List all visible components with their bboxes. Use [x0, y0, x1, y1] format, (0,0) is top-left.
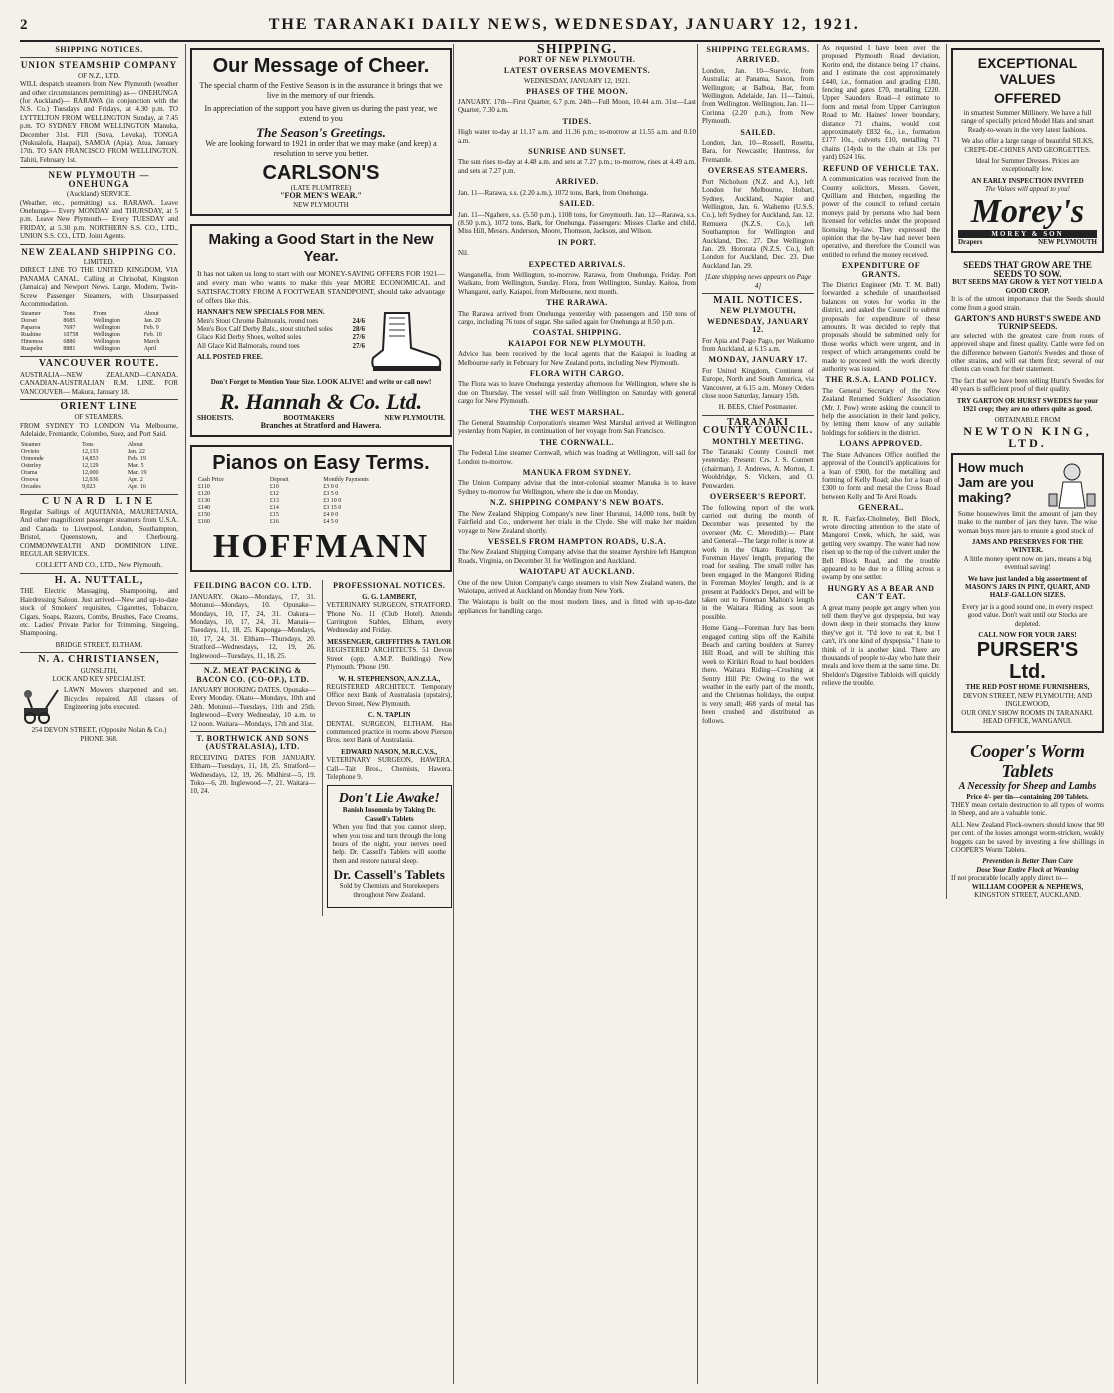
table-row: Hinemoa 6886 Wellington March [21, 339, 160, 346]
late-news-note: [Late shipping news appears on Page 4] [705, 273, 811, 290]
loans-body: The State Advances Office notified the approval of the Council's applications for a loan of £900, for the metalling and forming of Kelly Road; also for a loan of £300 to form and metal the Cross Road between Kelly and Te Arei Roads. [822, 450, 940, 501]
jam-sizes: Every jar is a good sound one, in every respect good value. Don't wait until our Stocks are depleted. [961, 602, 1093, 628]
coopers-price: Price 4/- per tin—containing 200 Tablets. [966, 792, 1089, 801]
refund-title: REFUND OF VEHICLE TAX. [822, 163, 940, 173]
table-row: Osterley 12,129 Mar. 5 [21, 462, 144, 469]
west-marshal-body: The General Steamship Corporation's steamer West Marshal arrived at Wellington yesterday from Napier, in continuation of her voyage from San Francisco. [458, 419, 696, 436]
waiotapu-title: WAIOTAPU AT AUCKLAND. [519, 567, 635, 577]
expenditure-body: The District Engineer (Mr. T. M. Ball) forwarded a schedule of unauthorised balances on votes for works in the district, and asked the Council to submit proposals for expenditure of these amounts. It was decided to reply that proposals should be submitted only for those works which were urgent, and in respect of which arrangements could be made to proceed with the work directly authority was issued. [822, 280, 940, 374]
expenditure-title: EXPENDITURE OF GRANTS. [841, 261, 921, 279]
fielding-title: FEILDING BACON CO. LTD. [193, 581, 312, 591]
vancouver-route-body: AUSTRALIA—NEW ZEALAND—CANADA. CANADIAN-AUSTRALIAN R.M. LINE. FOR VANCOUVER— Makura, January 18. [20, 370, 178, 396]
table-row: Ormonde 14,853 Feb. 19 [21, 455, 146, 462]
taplin-name: C. N. TAPLIN [367, 711, 411, 720]
kaiapoi-title: KAIAPOI FOR NEW PLYMOUTH. [508, 338, 646, 348]
overseas-title: OVERSEAS STEAMERS. [707, 166, 809, 176]
general-body: R. R. Fairfax-Cholmeley, Bell Block, wrote directing attention to the state of Mangorei Creek, which, he said, was getting very swampy. The water had now risen up to the top of the culvert under the Bell Block Road, and the trouble appeared to be due to a filling across a swamp by one settler. [822, 514, 940, 582]
nz-shipping-table [20, 311, 178, 353]
sailed-body: Jan. 11—Ngahere, s.s. (5.50 p.m.), 1108 tons, for Greymouth. Jan. 12—Rarawa, s.s. (8.50 p.m.), 1072 tons, Bark, for Onehunga. Passengers: Misses Clarke and child, Miss Hill, Messrs. Anderson, Moore, Thomson, Jackson, and Wilson. [458, 210, 696, 236]
union-steamship-title: UNION STEAMSHIP COMPANY [20, 60, 178, 71]
union-steamship-sub: OF N.Z., LTD. [78, 71, 120, 80]
column-shipping-news [453, 44, 700, 1384]
moreys-drapers: Drapers [958, 238, 983, 247]
hungry-body: A great many people get angry when you tell them they've got dyspepsia, but way down deep in their stomachs they know they've got it. "I'd love to eat it, but I can't, it's one kind of dyspepsia." I hate to think of it is another kind. There are thousands of people to-day who hate their meals and love them at the same time. Dr. Sheldon's Digestive Tabloids will quickly relieve the trouble. [822, 603, 940, 688]
pursers-advert [951, 453, 1104, 733]
list-item: All Glace Kid Balmorals, round toes 27/6 [197, 341, 365, 350]
coopers-brand: Cooper's Worm Tablets [970, 740, 1085, 781]
nz-shipping-title: NEW ZEALAND SHIPPING CO. [21, 246, 177, 257]
exceptional-title: EXCEPTIONAL VALUES [977, 55, 1078, 87]
cornwall-title: THE CORNWALL. [539, 437, 615, 447]
tides-title: TIDES. [562, 116, 592, 126]
messenger-body: REGISTERED ARCHITECTS. 51 Devon Street (opp. A.M.P. Buildings) New Plymouth. 'Phone 190. [326, 646, 452, 672]
page-number: 2 [20, 16, 29, 33]
nuttall-body: THE Electric Massaging, Shampooing, and Hairdressing Saloon. Just arrived—New and up-to-date stock of Smokers' requisites, Cigarettes, Tobacco, Cigars, Soaps, Razors, Combs, Brushes, Face Creams, etc. Ladies' Private Parlor for Trimming, Singeing, Shampooing. [20, 587, 178, 638]
waiotapu-body: One of the new Union Company's cargo steamers to visit New Zealand waters, the Waiotapu, arrived at Auckland on Monday from New York. [458, 578, 696, 595]
newspaper-title: THE TARANAKI DAILY NEWS, WEDNESDAY, JANUARY 12, 1921. [268, 16, 860, 33]
pursers-brand: PURSER'S Ltd. [976, 639, 1079, 684]
orient-line-body: FROM SYDNEY TO LONDON Via Melbourne, Adelaide, Fremantle, Colombo, Suez, and Port Said. [20, 421, 178, 439]
jam-saving: A little money spent now on jars, means a big eventual saving! [963, 554, 1092, 572]
exceptional-body: in smartest Summer Millinery. We have a full range of specially priced Model Hats and smart Ready-to-wears in the very latest fashions. [961, 109, 1094, 134]
cunard-line-title: CUNARD LINE [41, 495, 157, 507]
nuttall-address: BRIDGE STREET, ELTHAM. [55, 640, 143, 649]
kaiapoi-body: Advice has been received by the local agents that the Kaiapoi is loading at Melbourne early in February for New Zealand ports, including New Plymouth. [458, 350, 696, 367]
coopers-dose: Dose Your Entire Flock at Weaning [976, 865, 1079, 874]
nuttall-title: H. A. NUTTALL, [54, 574, 144, 586]
table-row: Orama 12,000 Mar. 19 [21, 469, 147, 476]
mail-np: NEW PLYMOUTH, [720, 306, 796, 316]
hannah-postage: ALL POSTED FREE. [197, 353, 263, 362]
jam-mason: We have just landed a big assortment of MASON'S JARS IN PINT, QUART, AND HALF-GALLON SIZES. [965, 574, 1090, 600]
tel-sailed-title: SAILED. [740, 127, 776, 137]
column-advertisements [185, 44, 456, 1384]
hungry-title: HUNGRY AS A BEAR AND CAN'T EAT. [827, 583, 935, 602]
coastal-title: COASTAL SHIPPING. [532, 328, 622, 338]
coopers-sub: A Necessity for Sheep and Lambs [958, 780, 1097, 792]
masthead [20, 10, 1100, 42]
jam-title: How much Jam are you making? [958, 459, 1034, 505]
pursers-address: DEVON STREET, NEW PLYMOUTH; AND INGLEWOOD, [962, 691, 1093, 709]
jam-call: CALL NOW FOR YOUR JARS! [978, 631, 1077, 640]
seeds-vendor: NEWTON KING, LTD. [963, 423, 1092, 450]
moon-body: JANUARY. 17th—First Quarter, 6.7 p.m. 24th—Full Moon, 10.44 a.m. 31st—Last Quarter, 7.30 a.m. [458, 98, 696, 115]
seeds-body: It is of the utmost importance that the Seeds should come from a good strain. [951, 295, 1104, 312]
column-council-adverts [817, 44, 1108, 1384]
newspaper-page [20, 44, 1104, 1384]
shipping-notices-heading: SHIPPING NOTICES. [55, 45, 143, 54]
hoffmann-brand: HOFFMANN [212, 528, 430, 566]
telegrams-title: SHIPPING TELEGRAMS. [706, 45, 810, 54]
manuka-body: The Union Company advise that the inter-colonial steamer Manuka is to leave Sydney to-morrow for Wellington, where she is due on Monday. [458, 479, 696, 496]
table-row: Steamer Tons From About [21, 311, 159, 318]
carlsons-town: NEW PLYMOUTH [293, 200, 349, 209]
seeds-body-3: The fact that we have been selling Hurst's Swedes for 40 years is sufficient proof of their quality. [951, 376, 1104, 394]
pursers-shops: OUR ONLY SHOW ROOMS IN TARANAKI. [961, 708, 1094, 717]
coopers-vendor: WILLIAM COOPER & NEPHEWS, [971, 882, 1084, 891]
hannah-mention: Don't Forget to Mention Your Size. LOOK ALIVE! and write or call now! [210, 378, 432, 387]
mail-signature: H. BEES, Chief Postmaster. [718, 403, 798, 412]
tel-arrived-body: London, Jan. 10—Suevic, from Australia; at Panama, Saxon, from Wellington; at Balboa, Bar, from Wellington. Adelaide, Jan. 11—Tainui, from Wellington. Wellington, Jan. 11—Corinna (2.20 p.m.), from New Plymouth. [702, 66, 814, 126]
mail-date: WEDNESDAY, JANUARY 12. [707, 316, 809, 335]
orient-line-title: ORIENT LINE [60, 401, 138, 412]
table-row: £150 £15 £4 0 0 [198, 512, 339, 519]
overseer-body: The following report of the work carried out during the month of December was presented by the overseer (Mr. C. Meredith):— Plant and General—The large roller is now at work in the Okato Riding. The Foreman Hayes' length, preparing the road for sealing. The small roller has been engaged in the Mangorei Riding in Foreman Moyles' length, and is at present at Paddock's Depot, and will be taken out to Foreman Malton's length in the Waitara Riding as soon as possible. [702, 503, 814, 621]
rsa-title: THE R.S.A. LAND POLICY. [825, 375, 937, 385]
sun-title: SUNRISE AND SUNSET. [528, 147, 626, 157]
carlsons-advert [190, 48, 452, 216]
jam-preserves: JAMS AND PRESERVES FOR THE WINTER. [971, 538, 1084, 555]
exceptional-body-3: Ideal for Summer Dresses. Prices are exceptionally low. [975, 157, 1080, 174]
borthwick-body: RECEIVING DATES FOR JANUARY. Eltham—Tuesdays, 11, 18, 25. Stratford—Wednesdays, 12, 19, 26. Midhirst—5, 19. Toko—6, 20. Inglewood—7, 21. Waitara—10, 24. [190, 753, 316, 796]
port-title: PORT OF NEW PLYMOUTH. [518, 55, 636, 65]
cassell-advert [327, 785, 453, 908]
table-row: £160 £16 £4 5 0 [198, 519, 339, 526]
exceptional-sub: OFFERED [994, 90, 1061, 106]
seeds-try: TRY GARTON OR HURST SWEDES for your 1921 crop; they are no others quite as good. [956, 396, 1099, 413]
nzs-title: N.Z. SHIPPING COMPANY'S NEW BOATS. [489, 498, 665, 508]
np-onehunga-body: (Weather, etc., permitting) s.s. RARAWA. Leave Onehunga— Every MONDAY and THURSDAY, at 5 p.m. Leave New Plymouth— Every TUESDAY and FRIDAY, at 5.30 p.m. NORTHERN S.S. CO., LTD., UNION S.S. CO., LTD. Joint Agents. [20, 198, 178, 241]
expected-title: EXPECTED ARRIVALS. [528, 259, 626, 269]
seeds-brand: GARTON'S AND HURST'S SWEDE AND TURNIP SEEDS. [954, 313, 1101, 332]
carlsons-name: CARLSON'S [262, 162, 380, 184]
arrived-body: Jan. 11—Rarawa, s.s. (2.20 a.m.), 1072 tons, Bark, from Onehunga. [458, 188, 649, 197]
table-row: Ruahine 10758 Wellington Feb. 10 [21, 332, 162, 339]
deviation-estimate: As requested I have been over the proposed Plymouth Road deviation, Korito end, the distance being 17 chains, and I estimate the cost approximately £440, i.e., formation and grading £180, fencing and gates £70, metalling £220. Upper Saunders Road—I estimate to form and metal from Upper Carrington Road to Mr. Haines' lower boundary, distance 71 chains, would cost approximately £832 6s., i.e., formation £177 10s., culverts £10, metalling 71 chains (14yds to the chain at 13s per yard) £624 16s. [822, 44, 940, 162]
christiansen-address: 254 DEVON STREET, (Opposite Nolan & Co.) PHONE 368. [31, 726, 167, 743]
sun-body: The sun rises to-day at 4.48 a.m. and sets at 7.27 p.m.; to-morrow, rises at 4.49 a.m. and sets at 7.27 p.m. [458, 158, 696, 175]
council-title: TARANAKI COUNTY COUNCIL. [702, 416, 814, 437]
tel-arrived-title: ARRIVED. [736, 55, 780, 65]
waiotapu-more: The Waiotapu is built on the most modern lines, and is fitted with up-to-date appliances for handling cargo. [458, 598, 696, 615]
boot-icon [365, 308, 445, 378]
hannah-town: NEW PLYMOUTH. [384, 413, 445, 422]
shipping-title: SHIPPING. [536, 44, 618, 57]
christiansen-body: LAWN Mowers sharpened and set. Bicycles repaired. All classes of Engineering jobs executed. [64, 686, 178, 712]
nz-shipping-body: DIRECT LINE TO THE UNITED KINGDOM, VIA PANAMA CANAL. Calling at Chrisobal, Kingston (Jamaica) and Newport News. Large, Modern, Twin-Screw Passenger Steamers, with Unsurpassed Accommodation. [20, 266, 178, 308]
moon-title: PHASES OF THE MOON. [526, 86, 628, 96]
cheer-body-3: We are looking forward to 1921 in order that we may make (and keep) a resolution to serve you better. [205, 139, 437, 158]
cassell-brand: Dr. Cassell's Tablets [333, 867, 445, 883]
coopers-body-1: THEY mean certain destruction to all types of worms in Sheep, and are a valuable tonic. [951, 800, 1104, 818]
messenger-name: MESSENGER, GRIFFITHS & TAYLOR [327, 637, 452, 646]
coopers-address: KINGSTON STREET, AUCKLAND. [974, 890, 1081, 899]
coopers-obtain: If not procurable locally apply direct to— [951, 874, 1069, 883]
cheer-greeting: The Season's Greetings. [256, 125, 386, 140]
table-row: Dorset 8685 Wellington Jan. 20 [21, 318, 161, 325]
cassell-head: Don't Lie Awake! [338, 791, 440, 807]
tides-body: High water to-day at 11.17 a.m. and 11.36 p.m.; to-morrow at 11.55 a.m. and 0.10 a.m. [458, 128, 696, 145]
seeds-sub: BUT SEEDS MAY GROW & YET NOT YIELD A GOOD CROP. [952, 278, 1103, 295]
expected-body: Wanganella, from Wellington, to-morrow. Rarawa, from Onehunga, Friday. Port Waikato, from Wellington, Sunday. Flora, from Wellington, Sunday. Kaitoa, from Whangarei, early. Kaiapoi, from Melbourne, next month. [458, 270, 696, 296]
nz-meat-body: JANUARY BOOKING DATES. Opunake—Every Monday. Okato—Mondays, 10th and 24th. Motunui—Tuesdays, 11th and 25th. Inglewood—Every Wednesday, 10 a.m. to 12 noon. Waitara—Mondays, 17th and 31st. [190, 685, 316, 728]
cornwall-body: The Federal Line steamer Cornwall, which was loading at Wellington, will sail for London to-morrow. [458, 449, 696, 466]
cheer-body-2: In appreciation of the support you have given us during the past year, we extend to you [204, 104, 438, 123]
taplin-body: DENTAL SURGEON, ELTHAM. Has commenced practice in rooms above Pierson Bros. next Bank of Australasia. [326, 719, 452, 745]
np-onehunga-title: NEW PLYMOUTH — ONEHUNGA [48, 170, 150, 189]
cassell-foot: Sold by Chemists and Storekeepers throughout New Zealand. [339, 882, 439, 899]
vessels-title: VESSELS FROM HAMPTON ROADS, U.S.A. [487, 536, 667, 546]
overseas-body: Port Nicholson (N.Z. and A.), left London for Melbourne, Hobart, Sydney, Auckland, Napier and Wellington, Jan. 6. Waihemo (U.S.S. Co.), left Sydney for Auckland, Jan. 12. Remuera (N.Z.S. Co.), left Southampton for Wellington and Auckland, Dec. 27. Due Wellington Jan. 29. Hororata (N.Z.S. Co.), left London for Auckland, Dec. 23. Due Auckland Jan. 29. [702, 177, 814, 270]
woman-jars-icon [1047, 460, 1097, 510]
cunard-agents: COLLETT AND CO., LTD., New Plymouth. [35, 561, 163, 570]
nz-meat-title: N.Z. MEAT PACKING & BACON CO. (CO-OP.), LTD. [196, 666, 310, 684]
arrived-title: ARRIVED. [555, 177, 599, 187]
mail-body-1: For Apia and Pago Pago, per Waikumo from Auckland, at 6.15 a.m. [702, 336, 814, 353]
mail-title: MAIL NOTICES. [713, 294, 803, 306]
in-port-body: Nil. [458, 249, 469, 258]
stephenson-body: REGISTERED ARCHITECT. Temporary Office next Bank of Australasia (upstairs), Devon Street, New Plymouth. [326, 682, 452, 708]
table-row: Ruapehu 8881 Wellington April [21, 346, 157, 353]
exceptional-appeal: The Values will appeal to you! [985, 185, 1070, 194]
lawn-mower-icon [20, 686, 60, 726]
flora-title: FLORA WITH CARGO. [529, 369, 625, 378]
list-item: Glace Kid Derby Shoes, welted soles 27/6 [197, 333, 365, 342]
table-row: Orcades 9,023 Apr. 16 [21, 483, 146, 490]
nason-name: EDWARD NASON, M.R.C.V.S., [341, 747, 438, 756]
council-body: The Taranaki County Council met yesterday. Present: Crs. J. S. Connett (chairman), J. Andrews, A. Morton, J. Wooldridge, S. Vickers, and O. Penwarden. [702, 448, 814, 490]
exceptional-invite: AN EARLY INSPECTION INVITED [971, 176, 1084, 185]
moreys-town: NEW PLYMOUTH [1038, 238, 1097, 247]
tel-sailed-body: London, Jan. 10—Rossell, Rosetta, Bara, for Newcastle; Huntress, for Fremantle. [702, 139, 814, 164]
cheer-body-1: The special charm of the Festive Season is in the assurance it brings that we live in the memory of our friends. [199, 81, 443, 100]
pursers-head-office: HEAD OFFICE, WANGANUI. [983, 717, 1072, 726]
column-telegrams-council [697, 44, 818, 1384]
christiansen-trade: LOCK AND KEY SPECIALIST. [52, 674, 146, 683]
cunard-line-body: Regular Sailings of AQUITANIA, MAURETANIA, And other magnificent passenger steamers from U.S.A. and Canada to Liverpool, London, Southampton, Bristol, Queenstown, and Cherbourg. COMMONWEALTH AND DOMINION LINE. REGULAR SERVICES. [20, 508, 178, 559]
sailed-title: SAILED. [559, 199, 595, 209]
council-sub: MONTHLY MEETING. [712, 436, 804, 446]
cassell-body: When you find that you cannot sleep, when you toss and turn through the long hours of the night, your nerves need help. Dr. Cassell's Tablets will soothe them and restore natural sleep. [332, 823, 446, 865]
overseer-body-2: Home Gang—Foreman Jury has been engaged cutting slips off the Kaihihi Beach and carting boulders at Surrey Hill Road, and will be shifting this week to Kirikiri Road to haul boulders there. Waitara Riding—Crushing at Sentry Hill Pit: Owing to the wet weather in the early part of the month, and the Christmas holidays, the output is very small; 468 yards of metal has been crushed and distributed as follows. [702, 624, 814, 725]
coopers-advert [951, 741, 1104, 900]
list-item: Men's Box Calf Derby Bals., stout stitched soles 28/6 [197, 325, 365, 334]
table-row: Orvieto 12,133 Jan. 22 [21, 448, 145, 455]
loans-title: LOANS APPROVED. [839, 439, 923, 449]
jam-body: Some housewives limit the amount of jam they make to the number of jars they have. The wise woman buys more jars to ensure a good stock of [958, 509, 1097, 535]
borthwick-title: T. BORTHWICK AND SONS (AUSTRALASIA), LTD. [196, 733, 310, 752]
table-row: Paparoa 7697 Wellington Feb. 9 [21, 325, 159, 332]
orient-line-sub: OF STEAMERS. [74, 413, 124, 422]
latest-title: LATEST OVERSEAS MOVEMENTS. [503, 65, 651, 75]
table-row: Steamer Tons About [21, 441, 143, 448]
date-line: WEDNESDAY, JANUARY 12, 1921. [523, 77, 631, 86]
hannah-title: Making a Good Start in the New Year. [208, 231, 434, 266]
flora-body: The Flora was to leave Onehunga yesterday afternoon for Wellington, where she is due on Thursday. The vessel will sail from Wellington on Saturday with general cargo for New Plymouth. [458, 380, 696, 406]
orient-line-table [20, 442, 178, 491]
pursers-sub: THE RED POST HOME FURNISHERS, [965, 683, 1090, 692]
lambert-name: G. G. LAMBERT, [362, 592, 417, 601]
coopers-prevention: Prevention is Better Than Cure [982, 857, 1073, 866]
overseer-title: OVERSEER'S REPORT. [709, 492, 807, 502]
manuka-title: MANUKA FROM SYDNEY. [522, 468, 632, 478]
stephenson-name: W. H. STEPHENSON, A.N.Z.I.A., [338, 674, 441, 683]
cassell-sub: Banish Insomnia by Taking Dr. Cassell's Tablets [342, 806, 436, 823]
pianos-title: Pianos on Easy Terms. [212, 452, 430, 475]
moreys-logo: Morey's [970, 192, 1085, 230]
rsa-body: The General Secretary of the New Zealand Returned Soldiers' Association (Mr. J. Pow) wrote asking the council to help the association in their land policy, by letting them know of any suitable holdings for soldiers in the district. [822, 386, 940, 437]
mail-body-2: For United Kingdom, Continent of Europe, North and South America, via Vancouver, at 6.15 a.m. Money Orders close noon Saturday, January 15th. [702, 366, 814, 401]
nzs-body: The New Zealand Shipping Company's new liner Hurunui, 14,000 tons, built by Fairfield and Co., underwent her trials in the Clyde. She will make her maiden voyage to New Zealand shortly. [458, 509, 696, 535]
mail-date-2: MONDAY, JANUARY 17. [708, 355, 808, 365]
carlsons-tagline: "FOR MEN'S WEAR." [280, 191, 362, 201]
table-row: £120 £12 £3 5 0 [198, 491, 339, 498]
fielding-body: JANUARY. Okato—Mondays, 17, 31. Motunui—Mondays, 10. Opunake—Mondays, 10, 17, 24, 31. Oakura—Mondays, 10, 17, 24, 31. Manaia—Tuesdays, 11, 18, 25. Kaponga—Mondays, 10, 17, 24, 31. Eltham—Thursdays, 20. Stratford—Wednesdays, 12, 19, 26. Inglewood—Tuesdays, 11, 18, 25. [190, 592, 316, 660]
seeds-obtain: OBTAINABLE FROM [994, 416, 1061, 425]
table-row: Cash Price Deposit Monthly Payments [198, 477, 369, 484]
christiansen-sub: GUNSLITH, [80, 666, 118, 675]
refund-body: A communication was received from the County solicitors, Messrs. Govett, Quilliam and Hutchen, regarding the power of the council to refund certain moneys paid by persons who had been licensed for vehicles under the proposed licensing by-law. They expressed the opinion that the by-law had never been operative, and therefore the Council was entitled to refund the money received. [822, 175, 940, 259]
moreys-advert [951, 48, 1104, 253]
nz-shipping-sub: LIMITED. [83, 257, 115, 266]
hannah-shoeists: SHOEISTS. [197, 413, 234, 422]
newton-king-advert [951, 261, 1104, 448]
hannah-branches: Branches at Stratford and Hawera. [260, 421, 382, 431]
seeds-body-2: are selected with the greatest care from roots of approved shape and finest quality. Cattle were fed on the difference between Garton's Swedes and those of other strains, and will eat them first; several of our clients can vouch for their statement. [951, 331, 1104, 374]
hannah-advert [190, 224, 452, 437]
carlsons-sub: (LATE PLUMTREE) [290, 184, 352, 192]
lambert-body: VETERINARY SURGEON, STRATFORD. 'Phone No. 11 (Club Hotel). Attends Carrington Stables, Eltham, every Wednesday and Friday. [326, 601, 452, 635]
rarawa-title: THE RARAWA. [546, 298, 608, 308]
table-row: £130 £13 £3 10 0 [198, 498, 342, 505]
vessels-body: The New Zealand Shipping Company advise that the steamer Ayrshire left Hampton Roads, Virginia, on December 31 for Wellington and Auckland. [458, 548, 696, 565]
table-row: Orsova 12,036 Apr. 2 [21, 476, 143, 483]
coopers-body-2: ALL New Zealand Flock-owners should know that 90 per cent. of the losses amongst worm-stricken, weakly hoggets can be saved by investing a few shillings in COOPER'S Worm Tablets. [951, 820, 1104, 854]
vancouver-route-title: VANCOUVER ROUTE. [38, 358, 160, 370]
cheer-title: Our Message of Cheer. [212, 55, 430, 77]
pianos-advert [190, 445, 452, 572]
np-onehunga-service: (Auckland) SERVICE. [67, 190, 131, 199]
moreys-sub: MOREY & SON [958, 230, 1097, 238]
table-row: £140 £14 £3 15 0 [198, 505, 342, 512]
nason-body: VETERINARY SURGEON, HAWERA. Call—Tait Bros., Chemists, Hawera. Telephone 9. [326, 756, 452, 781]
general-title: GENERAL. [858, 503, 904, 513]
list-item: Men's Stout Chrome Balmorals, round toes 24/6 [197, 316, 365, 325]
west-marshal-title: THE WEST MARSHAL. [529, 407, 625, 417]
exceptional-body-2: We also offer a large range of beautiful SILKS, CREPE-DE-CHINES AND GEORGETTES. [961, 137, 1094, 154]
pianos-table [197, 477, 445, 526]
seeds-title: SEEDS THAT GROW ARE THE SEEDS TO SOW. [963, 260, 1092, 279]
table-row: £110 £10 £3 0 0 [198, 484, 339, 491]
hannah-body: It has not taken us long to start with our MONEY-SAVING OFFERS FOR 1921—and every man who wants to make this year MORE ECONOMICAL and SATISFACTORY FROM A FOOTWEAR STANDPOINT, should take advantage of offers like this. [197, 269, 445, 306]
union-steamship-body: WILL despatch steamers from New Plymouth (weather and other circumstances permitting) as— ONEHUNGA (for Auckland)— RARAWA (in conjunction with the N.S. Co.) Tuesdays and Fridays, at 4.30 p.m. TO LYTTELTON FROM WELLINGTON Sunday, at 7.45 p.m. TO SYDNEY FROM WELLINGTON Manuka, December 31st. FIJI (Suva, Levuka), TONGA (Nukualofa, Haapai), SAMOA (Apia). Atua, January 17th. TO SAN FRANCISCO FROM WELLINGTON. Tahiti, February 1st. [20, 80, 178, 164]
rarawa-body: The Rarawa arrived from Onehunga yesterday with passengers and 150 tons of cargo, including 76 tons of sugar. She sailed again for Onehunga at 8.50 p.m. [458, 309, 696, 326]
professional-title: PROFESSIONAL NOTICES. [333, 581, 446, 591]
hannah-trade: BOOTMAKERS [283, 413, 335, 422]
hannah-logo: R. Hannah & Co. Ltd. [219, 388, 423, 414]
column-shipping-notices [20, 44, 182, 1384]
hannah-specials: HANNAH'S NEW SPECIALS FOR MEN. [197, 308, 325, 317]
in-port-title: IN PORT. [557, 237, 597, 247]
christiansen-title: N. A. CHRISTIANSEN, [38, 654, 160, 666]
